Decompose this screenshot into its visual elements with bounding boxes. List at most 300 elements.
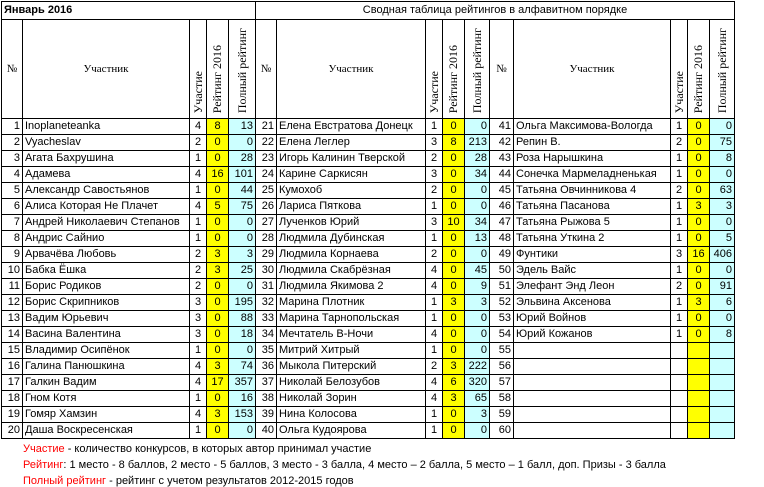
row-number: 16	[2, 359, 23, 375]
full-rating-value: 320	[465, 375, 490, 391]
participant-name: Борис Родиков	[23, 279, 190, 295]
full-rating-value: 16	[229, 391, 256, 407]
table-row	[2, 215, 735, 231]
row-number: 51	[490, 279, 514, 295]
rating-2016-value: 0	[207, 279, 229, 295]
participation-count: 4	[190, 199, 207, 215]
rating-2016-value: 16	[688, 247, 710, 263]
participation-count	[671, 407, 688, 423]
note-full-text: - рейтинг с учетом результатов 2012-2015 годов	[106, 475, 354, 487]
participant-name: Репин В.	[514, 135, 671, 151]
row-number: 47	[490, 215, 514, 231]
sheet-title: Январь 2016	[2, 2, 256, 20]
row-number: 42	[490, 135, 514, 151]
row-number: 14	[2, 327, 23, 343]
full-rating-value: 0	[710, 215, 735, 231]
participant-name: Сонечка Мармеладненькая	[514, 167, 671, 183]
col-header-rating	[207, 20, 229, 119]
row-number: 12	[2, 295, 23, 311]
participation-count: 1	[190, 231, 207, 247]
rating-2016-value: 0	[688, 167, 710, 183]
participant-name: Ольга Максимова-Вологда	[514, 119, 671, 135]
full-rating-value: 213	[465, 135, 490, 151]
participant-name: Роза Нарышкина	[514, 151, 671, 167]
participant-name: Бабка Ёшка	[23, 263, 190, 279]
full-rating-value: 0	[229, 231, 256, 247]
full-rating-value: 0	[465, 183, 490, 199]
rating-2016-value: 3	[207, 263, 229, 279]
note-participation-term: Участие	[23, 443, 65, 455]
col-header-rating	[688, 20, 710, 119]
rating-2016-value: 0	[207, 391, 229, 407]
col-header-no: №	[490, 20, 514, 119]
row-number: 44	[490, 167, 514, 183]
row-number: 3	[2, 151, 23, 167]
full-rating-value: 34	[465, 215, 490, 231]
participant-name	[514, 407, 671, 423]
row-number: 48	[490, 231, 514, 247]
row-number: 13	[2, 311, 23, 327]
participation-count: 1	[426, 231, 443, 247]
participant-name: Кумохоб	[277, 183, 426, 199]
row-number: 50	[490, 263, 514, 279]
table-row	[2, 407, 735, 423]
participation-count	[671, 375, 688, 391]
table-row	[2, 359, 735, 375]
row-number: 41	[490, 119, 514, 135]
participation-count: 4	[426, 263, 443, 279]
row-number: 52	[490, 295, 514, 311]
row-number: 55	[490, 343, 514, 359]
participant-name: Елена Евстратова Донецк	[277, 119, 426, 135]
participation-count: 1	[426, 311, 443, 327]
participation-count	[671, 391, 688, 407]
note-participation	[23, 443, 371, 455]
row-number: 31	[256, 279, 277, 295]
full-rating-value: 28	[229, 151, 256, 167]
participation-count: 2	[426, 359, 443, 375]
full-rating-value: 0	[229, 343, 256, 359]
participation-count: 1	[671, 215, 688, 231]
rating-2016-value: 3	[443, 359, 465, 375]
rating-2016-value: 0	[688, 231, 710, 247]
rating-2016-value: 0	[207, 135, 229, 151]
col-header-full-rating	[465, 20, 490, 119]
participation-count: 3	[426, 135, 443, 151]
rating-2016-value: 0	[443, 119, 465, 135]
header-row	[2, 20, 735, 119]
participation-count: 2	[426, 183, 443, 199]
participation-count: 3	[426, 215, 443, 231]
col-header-rating-label: Рейтинг 2016	[446, 44, 460, 113]
table-row	[2, 311, 735, 327]
rating-2016-value: 0	[207, 151, 229, 167]
row-number: 60	[490, 423, 514, 439]
row-number: 46	[490, 199, 514, 215]
participation-count: 2	[671, 279, 688, 295]
participation-count: 4	[426, 327, 443, 343]
rating-2016-value: 3	[443, 295, 465, 311]
col-header-no: №	[2, 20, 23, 119]
rating-2016-value: 16	[207, 167, 229, 183]
rating-2016-value: 3	[688, 295, 710, 311]
participant-name: Юрий Кожанов	[514, 327, 671, 343]
row-number: 30	[256, 263, 277, 279]
rating-2016-value: 3	[207, 359, 229, 375]
participation-count: 1	[671, 151, 688, 167]
row-number: 4	[2, 167, 23, 183]
participation-count: 1	[426, 343, 443, 359]
rating-2016-value: 6	[443, 375, 465, 391]
table-row	[2, 423, 735, 439]
row-number: 58	[490, 391, 514, 407]
row-number: 32	[256, 295, 277, 311]
full-rating-value: 0	[229, 279, 256, 295]
full-rating-value: 0	[710, 263, 735, 279]
rating-2016-value: 0	[443, 247, 465, 263]
row-number: 18	[2, 391, 23, 407]
participation-count: 2	[671, 135, 688, 151]
participant-name: Васина Валентина	[23, 327, 190, 343]
rating-2016-value: 0	[443, 199, 465, 215]
full-rating-value: 406	[710, 247, 735, 263]
table-row	[2, 263, 735, 279]
participation-count: 1	[671, 263, 688, 279]
participation-count: 3	[190, 327, 207, 343]
row-number: 49	[490, 247, 514, 263]
row-number: 17	[2, 375, 23, 391]
participation-count: 1	[190, 343, 207, 359]
participation-count: 2	[671, 183, 688, 199]
participant-name: Ольга Кудоярова	[277, 423, 426, 439]
table-row	[2, 327, 735, 343]
col-header-rating-label: Рейтинг 2016	[691, 44, 705, 113]
rating-2016-value: 0	[443, 279, 465, 295]
participant-name: Галкин Вадим	[23, 375, 190, 391]
row-number: 25	[256, 183, 277, 199]
full-rating-value: 0	[465, 247, 490, 263]
rating-2016-value: 0	[443, 183, 465, 199]
rating-2016-value: 0	[443, 327, 465, 343]
row-number: 33	[256, 311, 277, 327]
rating-2016-value: 0	[688, 311, 710, 327]
participation-count: 4	[190, 359, 207, 375]
rating-2016-value	[688, 423, 710, 439]
participation-count: 1	[190, 151, 207, 167]
participant-name: Эльвина Аксенова	[514, 295, 671, 311]
row-number: 45	[490, 183, 514, 199]
row-number: 20	[2, 423, 23, 439]
row-number: 26	[256, 199, 277, 215]
participation-count: 4	[190, 407, 207, 423]
participation-count: 4	[190, 375, 207, 391]
rating-2016-value	[688, 343, 710, 359]
rating-2016-value: 3	[207, 247, 229, 263]
participant-name: Нина Колосова	[277, 407, 426, 423]
participation-count: 1	[671, 231, 688, 247]
participation-count: 4	[426, 391, 443, 407]
full-rating-value: 88	[229, 311, 256, 327]
rating-2016-value: 0	[688, 135, 710, 151]
note-full-term: Полный рейтинг	[23, 475, 107, 487]
participant-name: Юрий Войнов	[514, 311, 671, 327]
participant-name: Фунтики	[514, 247, 671, 263]
full-rating-value: 3	[229, 247, 256, 263]
row-number: 15	[2, 343, 23, 359]
rating-table	[1, 1, 735, 439]
rating-2016-value: 10	[443, 215, 465, 231]
participation-count: 2	[190, 135, 207, 151]
rating-2016-value: 0	[688, 279, 710, 295]
rating-2016-value: 0	[443, 231, 465, 247]
participation-count: 2	[190, 263, 207, 279]
participation-count: 1	[671, 311, 688, 327]
col-header-participant: Участник	[23, 20, 190, 119]
full-rating-value: 44	[229, 183, 256, 199]
row-number: 28	[256, 231, 277, 247]
full-rating-value: 0	[710, 311, 735, 327]
col-header-participant: Участник	[514, 20, 671, 119]
rating-2016-value: 0	[443, 407, 465, 423]
table-row	[2, 279, 735, 295]
table-row	[2, 295, 735, 311]
table-row	[2, 375, 735, 391]
full-rating-value	[710, 391, 735, 407]
rating-2016-value: 0	[688, 327, 710, 343]
table-row	[2, 167, 735, 183]
participant-name: Элефант Энд Леон	[514, 279, 671, 295]
row-number: 7	[2, 215, 23, 231]
note-participation-text: - количество конкурсов, в которых автор принимал участие	[64, 443, 372, 455]
full-rating-value	[710, 343, 735, 359]
rating-2016-value: 0	[207, 295, 229, 311]
participation-count: 2	[426, 247, 443, 263]
row-number: 27	[256, 215, 277, 231]
participant-name: Алиса Которая Не Плачет	[23, 199, 190, 215]
participant-name: Марина Тарнопольская	[277, 311, 426, 327]
table-row	[2, 231, 735, 247]
col-header-full-rating	[710, 20, 735, 119]
full-rating-value: 0	[710, 167, 735, 183]
participation-count	[671, 423, 688, 439]
col-header-participation	[190, 20, 207, 119]
participant-name: Татьяна Пасанова	[514, 199, 671, 215]
participation-count: 3	[190, 311, 207, 327]
participant-name: Эдель Вайс	[514, 263, 671, 279]
col-header-full-rating-label: Полный рейтинг	[234, 27, 249, 113]
participant-name: Гомяр Хамзин	[23, 407, 190, 423]
participant-name: Вадим Юрьевич	[23, 311, 190, 327]
participant-name: Митрий Хитрый	[277, 343, 426, 359]
full-rating-value: 74	[229, 359, 256, 375]
row-number: 29	[256, 247, 277, 263]
row-number: 8	[2, 231, 23, 247]
row-number: 5	[2, 183, 23, 199]
full-rating-value	[710, 359, 735, 375]
participation-count: 2	[190, 247, 207, 263]
sheet-subtitle: Сводная таблица рейтингов в алфавитном порядке	[256, 2, 735, 20]
full-rating-value: 9	[465, 279, 490, 295]
full-rating-value: 0	[465, 311, 490, 327]
rating-2016-value: 0	[443, 151, 465, 167]
row-number: 54	[490, 327, 514, 343]
full-rating-value: 13	[229, 119, 256, 135]
full-rating-value: 222	[465, 359, 490, 375]
rating-2016-value: 0	[443, 343, 465, 359]
participant-name: Елена Леглер	[277, 135, 426, 151]
full-rating-value: 34	[465, 167, 490, 183]
participant-name	[514, 423, 671, 439]
participant-name: Людмила Скабрёзная	[277, 263, 426, 279]
rating-2016-value	[688, 391, 710, 407]
participant-name	[514, 391, 671, 407]
participation-count: 1	[426, 119, 443, 135]
table-row	[2, 391, 735, 407]
full-rating-value: 0	[465, 119, 490, 135]
participant-name: Мыкола Питерский	[277, 359, 426, 375]
full-rating-value: 8	[710, 151, 735, 167]
rating-2016-value: 0	[207, 423, 229, 439]
row-number: 21	[256, 119, 277, 135]
full-rating-value: 13	[465, 231, 490, 247]
row-number: 38	[256, 391, 277, 407]
participant-name: Андрис Сайнио	[23, 231, 190, 247]
rating-2016-value: 0	[688, 151, 710, 167]
full-rating-value: 357	[229, 375, 256, 391]
full-rating-value: 75	[229, 199, 256, 215]
full-rating-value: 153	[229, 407, 256, 423]
rating-2016-value: 0	[207, 311, 229, 327]
col-header-full-rating-label: Полный рейтинг	[714, 27, 729, 113]
full-rating-value: 8	[710, 327, 735, 343]
participation-count: 1	[671, 199, 688, 215]
row-number: 40	[256, 423, 277, 439]
rating-2016-value: 0	[688, 183, 710, 199]
participant-name	[514, 343, 671, 359]
row-number: 53	[490, 311, 514, 327]
row-number: 39	[256, 407, 277, 423]
full-rating-value: 75	[710, 135, 735, 151]
row-number: 56	[490, 359, 514, 375]
full-rating-value: 3	[465, 407, 490, 423]
rating-2016-value	[688, 407, 710, 423]
participant-name: Даша Воскресенская	[23, 423, 190, 439]
row-number: 22	[256, 135, 277, 151]
title-row	[2, 2, 735, 20]
participant-name: Лариса Пяткова	[277, 199, 426, 215]
participant-name: Игорь Калинин Тверской	[277, 151, 426, 167]
participant-name: Арвачёва Любовь	[23, 247, 190, 263]
col-header-rating	[443, 20, 465, 119]
participant-name: Карине Саркисян	[277, 167, 426, 183]
col-header-participant: Участник	[277, 20, 426, 119]
full-rating-value	[710, 423, 735, 439]
participant-name: Людмила Дубинская	[277, 231, 426, 247]
rating-2016-value: 0	[207, 215, 229, 231]
col-header-participation	[671, 20, 688, 119]
note-rating-term: Рейтинг	[23, 459, 64, 471]
table-row	[2, 247, 735, 263]
col-header-full-rating	[229, 20, 256, 119]
full-rating-value: 0	[465, 423, 490, 439]
participant-name: Борис Скрипников	[23, 295, 190, 311]
participation-count: 2	[190, 279, 207, 295]
full-rating-value: 25	[229, 263, 256, 279]
col-header-participation-label: Участие	[190, 70, 205, 113]
participation-count: 1	[190, 215, 207, 231]
participation-count: 1	[426, 423, 443, 439]
table-row	[2, 119, 735, 135]
participation-count: 1	[671, 119, 688, 135]
full-rating-value: 0	[465, 327, 490, 343]
participation-count: 3	[426, 167, 443, 183]
participation-count: 2	[426, 151, 443, 167]
rating-2016-value	[688, 359, 710, 375]
note-rating-text: : 1 место - 8 баллов, 2 место - 5 баллов, 3 место - 3 балла, 4 место – 2 балла, 5 место – 1 балл, доп. Призы - 3 балла	[63, 459, 666, 471]
rating-2016-value: 17	[207, 375, 229, 391]
participant-name: Татьяна Рыжова 5	[514, 215, 671, 231]
col-header-participation	[426, 20, 443, 119]
col-header-no: №	[256, 20, 277, 119]
participant-name: Татьяна Овчинникова 4	[514, 183, 671, 199]
participation-count: 1	[671, 295, 688, 311]
participant-name: Галина Панюшкина	[23, 359, 190, 375]
rating-2016-value: 8	[443, 135, 465, 151]
full-rating-value: 3	[710, 199, 735, 215]
full-rating-value: 0	[229, 135, 256, 151]
row-number: 2	[2, 135, 23, 151]
rating-2016-value: 0	[443, 263, 465, 279]
participation-count	[671, 359, 688, 375]
full-rating-value: 0	[229, 423, 256, 439]
rating-2016-value: 5	[207, 199, 229, 215]
rating-2016-value: 3	[688, 199, 710, 215]
rating-2016-value: 8	[207, 119, 229, 135]
row-number: 57	[490, 375, 514, 391]
row-number: 9	[2, 247, 23, 263]
rating-2016-value: 0	[688, 263, 710, 279]
participation-count	[671, 343, 688, 359]
participant-name: Адамева	[23, 167, 190, 183]
participant-name: Людмила Корнаева	[277, 247, 426, 263]
full-rating-value: 63	[710, 183, 735, 199]
full-rating-value: 91	[710, 279, 735, 295]
participant-name: Мечтатель В-Ночи	[277, 327, 426, 343]
full-rating-value: 3	[465, 295, 490, 311]
row-number: 23	[256, 151, 277, 167]
rating-2016-value: 0	[207, 327, 229, 343]
rating-2016-value	[688, 375, 710, 391]
participation-count: 1	[426, 295, 443, 311]
participation-count: 3	[190, 295, 207, 311]
rating-2016-value: 0	[443, 167, 465, 183]
participant-name	[514, 375, 671, 391]
participation-count: 1	[190, 423, 207, 439]
full-rating-value: 45	[465, 263, 490, 279]
rating-2016-value: 3	[443, 391, 465, 407]
row-number: 36	[256, 359, 277, 375]
full-rating-value	[710, 375, 735, 391]
participation-count: 1	[671, 327, 688, 343]
participation-count: 1	[671, 167, 688, 183]
participant-name: Николай Зорин	[277, 391, 426, 407]
rating-2016-value: 0	[688, 215, 710, 231]
participation-count: 1	[426, 407, 443, 423]
participant-name: Татьяна Уткина 2	[514, 231, 671, 247]
participation-count: 4	[190, 119, 207, 135]
rating-2016-value: 0	[443, 423, 465, 439]
rating-2016-value: 0	[207, 343, 229, 359]
